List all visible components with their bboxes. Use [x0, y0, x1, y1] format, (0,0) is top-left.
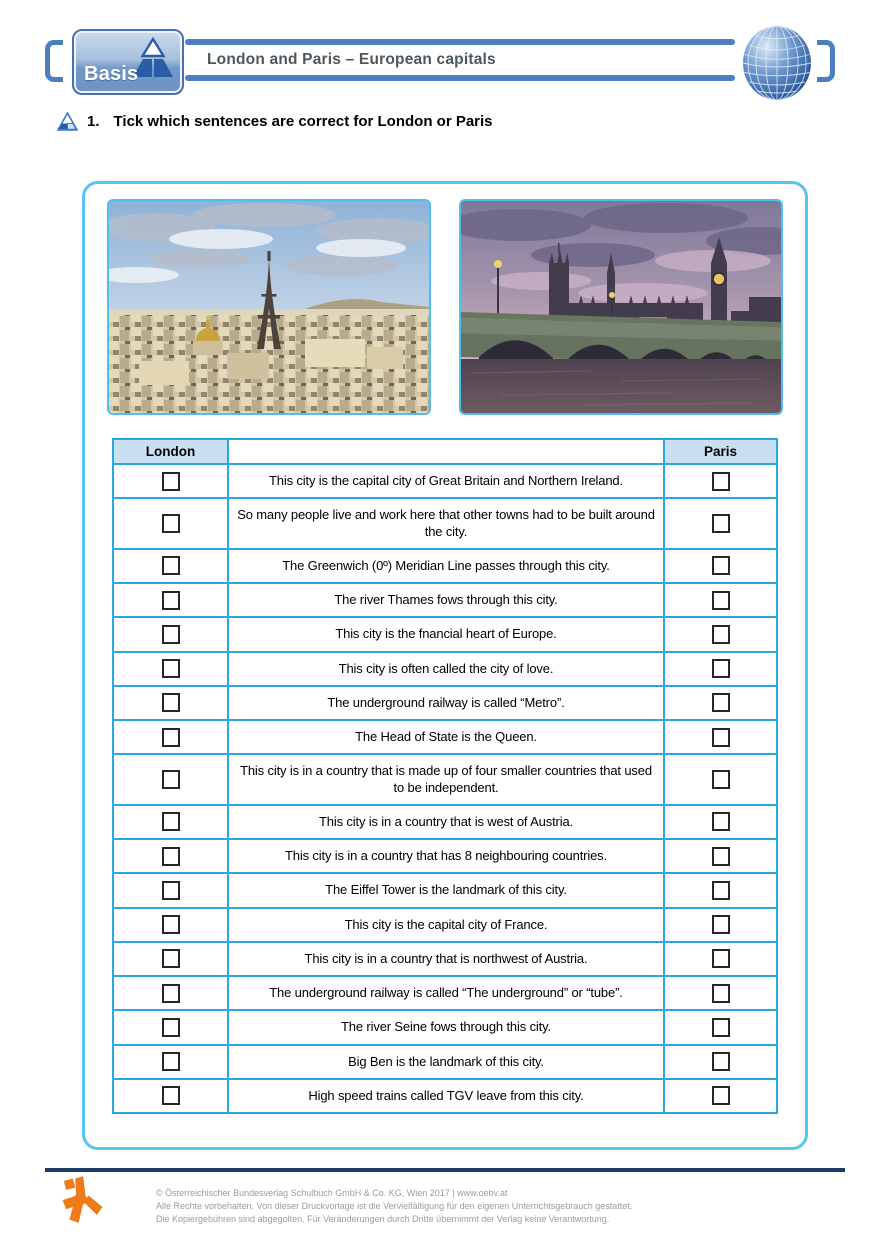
paris-checkbox-cell[interactable] [664, 720, 777, 754]
paris-checkbox[interactable] [712, 1086, 730, 1105]
table-row [113, 805, 777, 839]
table-row [113, 754, 777, 805]
london-checkbox-cell[interactable] [113, 873, 228, 907]
page-title: London and Paris – European capitals [207, 51, 496, 68]
london-checkbox-cell[interactable] [113, 686, 228, 720]
paris-column-header: Paris [664, 439, 777, 464]
table-row [113, 549, 777, 583]
publisher-logo [58, 1174, 106, 1224]
paris-checkbox-cell[interactable] [664, 549, 777, 583]
paris-photo [107, 199, 431, 415]
london-checkbox-cell[interactable] [113, 754, 228, 805]
london-checkbox-cell[interactable] [113, 1010, 228, 1044]
table-row [113, 583, 777, 617]
credit-line-3: Die Kopiergebühren sind abgegolten. Für Veränderungen durch Dritte übernimmt der Verlag keine Verantwortung. [156, 1214, 610, 1225]
london-checkbox-cell[interactable] [113, 583, 228, 617]
paris-checkbox[interactable] [712, 625, 730, 644]
paris-checkbox-cell[interactable] [664, 464, 777, 498]
london-checkbox-cell[interactable] [113, 976, 228, 1010]
credit-line-1: © Österreichischer Bundesverlag Schulbuch GmbH & Co. KG, Wien 2017 | www.oebv.at [156, 1188, 508, 1198]
sentence-text: This city is in a country that is made up of four smaller countries that used to be independent. [228, 754, 664, 805]
london-checkbox[interactable] [162, 693, 180, 712]
sentence-text: So many people live and work here that other towns had to be built around the city. [228, 498, 664, 549]
paris-checkbox-cell[interactable] [664, 1079, 777, 1113]
paris-checkbox[interactable] [712, 812, 730, 831]
task-text: Tick which sentences are correct for London or Paris [113, 113, 493, 130]
london-checkbox-cell[interactable] [113, 1079, 228, 1113]
sentence-text: This city is the capital city of France. [228, 908, 664, 942]
sentence-text: The underground railway is called “The underground” or “tube”. [228, 976, 664, 1010]
sentence-text: High speed trains called TGV leave from this city. [228, 1079, 664, 1113]
sentence-table [112, 438, 778, 1114]
table-row [113, 1045, 777, 1079]
london-checkbox-cell[interactable] [113, 908, 228, 942]
paris-checkbox-cell[interactable] [664, 686, 777, 720]
london-photo [459, 199, 783, 415]
london-checkbox[interactable] [162, 1018, 180, 1037]
paris-checkbox[interactable] [712, 591, 730, 610]
paris-checkbox[interactable] [712, 472, 730, 491]
sentence-text: The river Thames fows through this city. [228, 583, 664, 617]
paris-checkbox-cell[interactable] [664, 873, 777, 907]
globe-icon [739, 24, 815, 102]
title-band [185, 39, 735, 81]
table-row [113, 464, 777, 498]
paris-checkbox[interactable] [712, 770, 730, 789]
credit-line-2: Alle Rechte vorbehalten. Von dieser Druckvorlage ist die Vervielfältigung für den eigenen Unterrichtsgebrauch gestattet. [156, 1201, 633, 1212]
paris-checkbox[interactable] [712, 949, 730, 968]
paris-checkbox[interactable] [712, 693, 730, 712]
paris-checkbox-cell[interactable] [664, 805, 777, 839]
london-checkbox-cell[interactable] [113, 805, 228, 839]
paris-checkbox[interactable] [712, 984, 730, 1003]
table-row [113, 976, 777, 1010]
table-header-row [113, 439, 777, 464]
sentence-text: This city is in a country that has 8 neighbouring countries. [228, 839, 664, 873]
paris-checkbox-cell[interactable] [664, 1045, 777, 1079]
sentence-text: The river Seine fows through this city. [228, 1010, 664, 1044]
paris-checkbox-cell[interactable] [664, 839, 777, 873]
london-checkbox[interactable] [162, 915, 180, 934]
london-checkbox[interactable] [162, 770, 180, 789]
sentence-text: This city is the fnancial heart of Europe. [228, 617, 664, 651]
table-row [113, 686, 777, 720]
empty-column-header [228, 439, 664, 464]
table-row [113, 498, 777, 549]
sentence-text: This city is often called the city of love. [228, 652, 664, 686]
table-row [113, 652, 777, 686]
sentence-text: Big Ben is the landmark of this city. [228, 1045, 664, 1079]
city-photos [85, 199, 805, 415]
london-checkbox[interactable] [162, 728, 180, 747]
london-checkbox-cell[interactable] [113, 720, 228, 754]
table-row [113, 839, 777, 873]
london-column-header: London [113, 439, 228, 464]
basis-badge [72, 29, 184, 95]
paris-checkbox[interactable] [712, 1052, 730, 1071]
paris-checkbox-cell[interactable] [664, 1010, 777, 1044]
table-row [113, 720, 777, 754]
paris-checkbox-cell[interactable] [664, 652, 777, 686]
paris-checkbox[interactable] [712, 728, 730, 747]
paris-checkbox[interactable] [712, 514, 730, 533]
worksheet-header [45, 28, 845, 100]
london-checkbox-cell[interactable] [113, 617, 228, 651]
sentence-text: This city is in a country that is west of Austria. [228, 805, 664, 839]
paris-checkbox-cell[interactable] [664, 908, 777, 942]
london-checkbox[interactable] [162, 847, 180, 866]
sentence-text: The Head of State is the Queen. [228, 720, 664, 754]
london-checkbox-cell[interactable] [113, 652, 228, 686]
sentence-text: The Greenwich (0º) Meridian Line passes through this city. [228, 549, 664, 583]
table-row [113, 942, 777, 976]
london-checkbox[interactable] [162, 625, 180, 644]
london-checkbox[interactable] [162, 984, 180, 1003]
paris-checkbox[interactable] [712, 847, 730, 866]
london-checkbox[interactable] [162, 514, 180, 533]
paris-checkbox-cell[interactable] [664, 617, 777, 651]
paris-checkbox-cell[interactable] [664, 942, 777, 976]
sentence-text: This city is in a country that is northwest of Austria. [228, 942, 664, 976]
paris-checkbox-cell[interactable] [664, 498, 777, 549]
table-row [113, 908, 777, 942]
task-instruction [57, 112, 493, 131]
london-checkbox[interactable] [162, 881, 180, 900]
publisher-credits [156, 1187, 776, 1226]
big-ben-clock [713, 273, 725, 285]
london-checkbox[interactable] [162, 591, 180, 610]
london-checkbox[interactable] [162, 812, 180, 831]
worksheet-panel [82, 181, 808, 1150]
london-checkbox[interactable] [162, 472, 180, 491]
footer-divider [45, 1168, 845, 1172]
sentence-text: This city is the capital city of Great Britain and Northern Ireland. [228, 464, 664, 498]
table-row [113, 1079, 777, 1113]
paris-checkbox[interactable] [712, 881, 730, 900]
paris-checkbox[interactable] [712, 915, 730, 934]
london-checkbox-cell[interactable] [113, 549, 228, 583]
london-checkbox-cell[interactable] [113, 1045, 228, 1079]
london-checkbox-cell[interactable] [113, 464, 228, 498]
london-checkbox[interactable] [162, 659, 180, 678]
right-bracket-decoration [817, 40, 835, 82]
london-checkbox-cell[interactable] [113, 498, 228, 549]
left-bracket-decoration [45, 40, 63, 82]
paris-checkbox[interactable] [712, 556, 730, 575]
paris-checkbox-cell[interactable] [664, 583, 777, 617]
paris-checkbox-cell[interactable] [664, 754, 777, 805]
sentence-table-body [113, 464, 777, 1113]
paris-checkbox[interactable] [712, 1018, 730, 1037]
london-checkbox[interactable] [162, 1086, 180, 1105]
london-checkbox-cell[interactable] [113, 839, 228, 873]
task-number: 1. [87, 113, 100, 130]
task-level-icon [57, 112, 78, 131]
london-checkbox[interactable] [162, 556, 180, 575]
london-checkbox[interactable] [162, 1052, 180, 1071]
sentence-text: The underground railway is called “Metro”. [228, 686, 664, 720]
paris-checkbox-cell[interactable] [664, 976, 777, 1010]
london-checkbox-cell[interactable] [113, 942, 228, 976]
paris-checkbox[interactable] [712, 659, 730, 678]
table-row [113, 873, 777, 907]
basis-badge-label: Basis [84, 63, 139, 85]
sentence-text: The Eiffel Tower is the landmark of this city. [228, 873, 664, 907]
table-row [113, 617, 777, 651]
london-checkbox[interactable] [162, 949, 180, 968]
table-row [113, 1010, 777, 1044]
